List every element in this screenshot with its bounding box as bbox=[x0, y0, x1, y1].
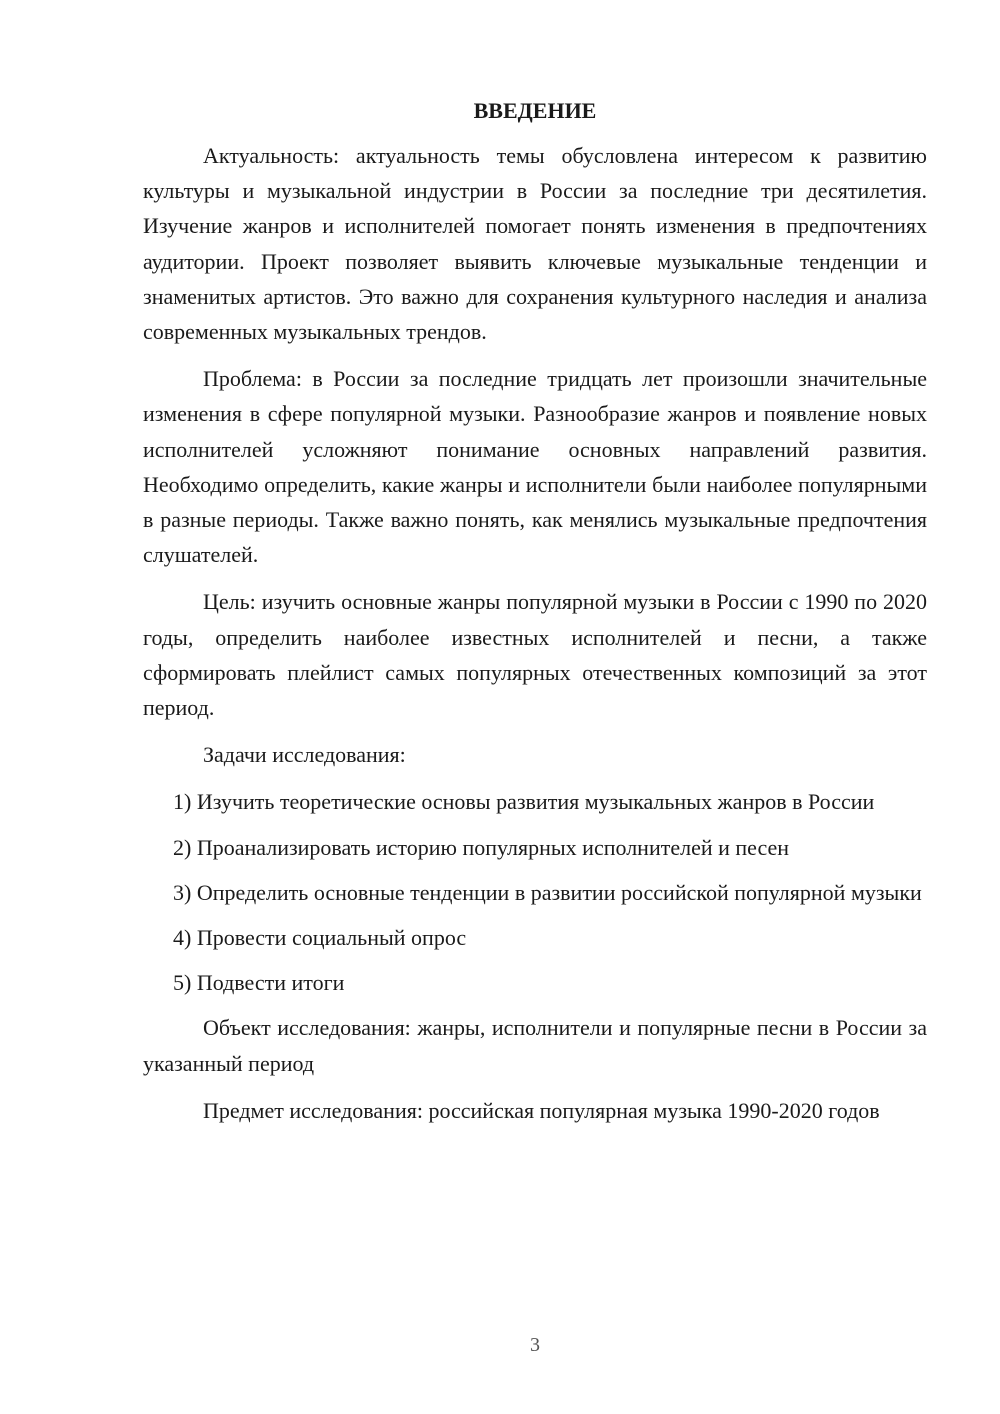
paragraph-relevance: Актуальность: актуальность темы обусловлена интересом к развитию культуры и музыкальной индустрии в России за последние три десятилетия. Изучение жанров и исполнителей помогает понять изменения в предпочтениях аудитории. Проект позволяет выявить ключевые музыкальные тенденции и знаменитых артистов. Это важно для сохранения культурного наследия и анализа современных музыкальных трендов. bbox=[143, 143, 927, 345]
tasks-heading: Задачи исследования: bbox=[203, 742, 406, 768]
task-item-4: 4) Провести социальный опрос bbox=[173, 925, 467, 951]
task-item-3: 3) Определить основные тенденции в развитии российской популярной музыки bbox=[173, 879, 922, 905]
paragraph-goal: Цель: изучить основные жанры популярной музыки в России с 1990 по 2020 годы, определить наиболее известных исполнителей и песни, а также сформировать плейлист самых популярных отечественных композиций за этот период. bbox=[143, 589, 927, 721]
paragraph-subject: Предмет исследования: российская популярная музыка 1990-2020 годов bbox=[203, 1097, 880, 1123]
page-content bbox=[143, 96, 927, 1140]
task-item-1: 1) Изучить теоретические основы развития музыкальных жанров в России bbox=[173, 789, 875, 815]
task-item-5: 5) Подвести итоги bbox=[173, 970, 345, 996]
task-item-2: 2) Проанализировать историю популярных исполнителей и песен bbox=[173, 834, 790, 860]
paragraph-object: Объект исследования: жанры, исполнители и популярные песни в России за указанный период bbox=[143, 1015, 927, 1076]
paragraph-problem: Проблема: в России за последние тридцать лет произошли значительные изменения в сфере популярной музыки. Разнообразие жанров и появление новых исполнителей усложняют понимание основных направлений развития. Необходимо определить, какие жанры и исполнители были наиболее популярными в разные периоды. Также важно понять, как менялись музыкальные предпочтения слушателей. bbox=[143, 366, 927, 568]
page-number: 3 bbox=[530, 1334, 540, 1356]
section-title: ВВЕДЕНИЕ bbox=[473, 98, 597, 123]
